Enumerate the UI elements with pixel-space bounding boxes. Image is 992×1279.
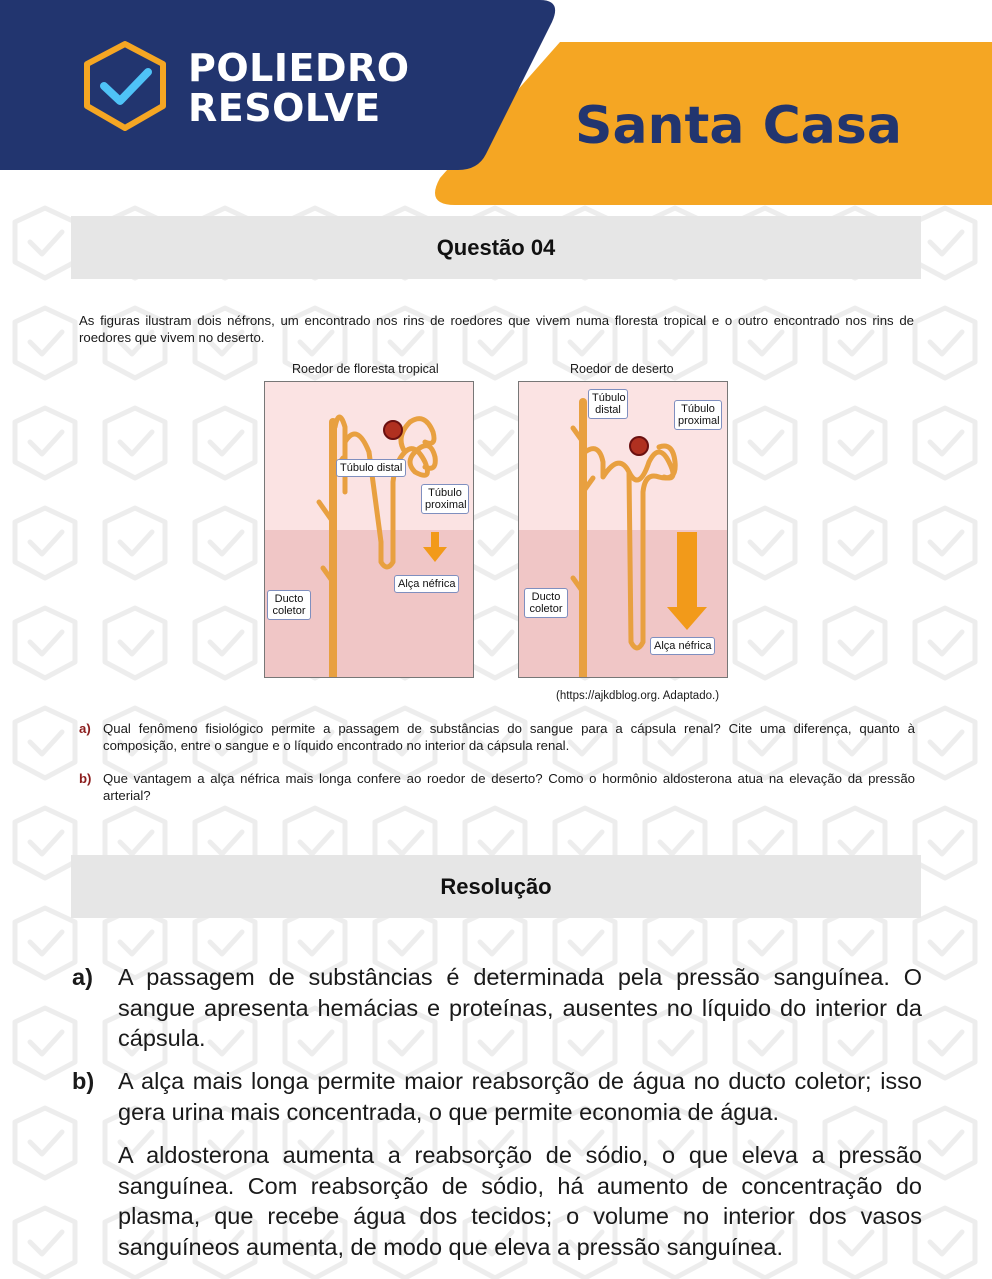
item-text: Que vantagem a alça néfrica mais longa confere ao roedor de deserto? Como o hormônio aldosterona atua na elevação da pressão arterial? xyxy=(103,771,915,803)
label-tubulo-distal-right: Túbulo distal xyxy=(588,389,628,419)
exam-title: Santa Casa xyxy=(575,96,902,156)
label-tubulo-proximal-right: Túbulo proximal xyxy=(674,400,722,430)
answer-b-paragraph-2: A aldosterona aumenta a reabsorção de sódio, o que eleva a pressão sanguínea. Com reabsorção de sódio, há aumento de concentração do plasma, que recebe água dos tecidos; o volume no interior dos vasos sanguíneos aumenta, de modo que eleva a pressão sanguínea. xyxy=(118,1142,922,1260)
right-panel-title: Roedor de deserto xyxy=(570,362,674,376)
resolution-title: Resolução xyxy=(440,873,552,899)
question-title-bar xyxy=(71,216,921,279)
answer-b xyxy=(72,1066,922,1127)
item-letter: a) xyxy=(79,721,91,736)
nephron-drawing-rainforest xyxy=(265,382,474,678)
item-text: Qual fenômeno fisiológico permite a passagem de substâncias do sangue para a cápsula renal? Cite uma diferença, quanto à composição, entre o sangue e o líquido encontrado no interior da cápsula renal. xyxy=(103,721,915,753)
question-intro: As figuras ilustram dois néfrons, um encontrado nos rins de roedores que vivem numa floresta tropical e o outro encontrado nos rins de roedores que vivem no deserto. xyxy=(79,313,914,345)
answer-letter: a) xyxy=(72,964,93,990)
label-alca-nefrica-right: Alça néfrica xyxy=(650,637,715,655)
left-panel-title: Roedor de floresta tropical xyxy=(292,362,439,376)
answer-text: A passagem de substâncias é determinada pela pressão sanguínea. O sangue apresenta hemácias e proteínas, ausentes no líquido do interior da cápsula. xyxy=(118,964,922,1051)
nephron-figure-rainforest xyxy=(264,381,474,678)
question-title: Questão 04 xyxy=(436,234,556,260)
resolution-title-bar xyxy=(71,855,921,918)
figure-source: (https://ajkdblog.org. Adaptado.) xyxy=(556,690,720,702)
question-item-b xyxy=(79,770,915,804)
label-tubulo-proximal-left: Túbulo proximal xyxy=(421,484,469,514)
label-ducto-coletor-right: Ducto coletor xyxy=(524,588,568,618)
item-letter: b) xyxy=(79,771,92,786)
answer-a xyxy=(72,962,922,1054)
brand-line-1: POLIEDRO xyxy=(188,46,410,90)
label-alca-nefrica-left: Alça néfrica xyxy=(394,575,459,593)
label-ducto-coletor-left: Ducto coletor xyxy=(267,590,311,620)
answer-text: A alça mais longa permite maior reabsorção de água no ducto coletor; isso gera urina mais concentrada, o que permite economia de água. xyxy=(118,1068,922,1125)
brand-line-2: RESOLVE xyxy=(188,86,381,130)
question-item-a xyxy=(79,720,915,754)
answer-letter: b) xyxy=(72,1068,95,1094)
label-tubulo-distal-left: Túbulo distal xyxy=(336,459,406,477)
brand-logo-text xyxy=(188,48,410,128)
